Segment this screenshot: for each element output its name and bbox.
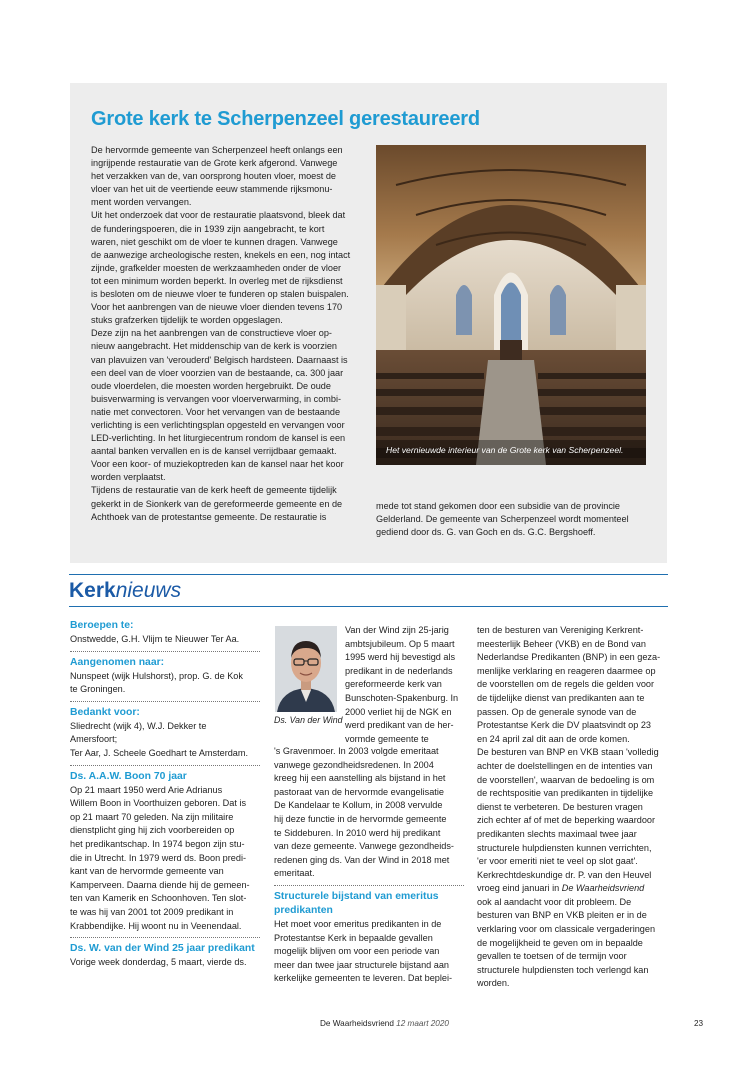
photo-caption: Het vernieuwde interieur van de Grote kerk van Scherpenzeel. [386,445,624,455]
church-interior-photo [376,145,646,465]
bedankt-heading: Bedankt voor: [70,706,140,718]
text-line: tot een minimum worden beperkt. In overleg met de rijksdienst [91,275,343,286]
article-body-left [91,144,365,524]
beroepen-heading: Beroepen te: [70,620,134,631]
text-line: nieuw aangebracht. Het middenschip van de kerk is voorzien [91,341,338,352]
text-line: Kamperveen. Daarna diende hij de gemeen- [70,879,250,890]
text-line: Achthoek van de protestantse gemeente. De restauratie is [91,511,327,522]
text-line: te Siddeburen. In 2010 werd hij predikant [274,827,441,838]
text-line: natie met convectoren. Voor het vervangen van de bestaande [91,406,341,417]
news-column-1 [70,619,266,970]
aangenomen-heading: Aangenomen naar: [70,656,165,668]
text-line: Het moet voor emeritus predikanten in de [274,918,442,929]
bijstand-heading: predikanten [274,904,333,916]
text-line: emeritaat. [274,868,315,879]
text-line: de rechtspositie van predikanten in tijdelijke [477,788,654,799]
text-line: Protestantse Kerk die DV plaatsvindt op 23 [477,720,651,731]
text-line: stuks grafzerken tijdelijk te worden opgeslagen. [91,315,283,326]
text-line: de aanwezige archeologische resten, knekels en een, nog intact [91,249,351,260]
text-line: gereformeerde kerk van [345,679,442,690]
text-line: zijnde, grafkelder moesten de werkzaamheden onder de vloer [91,262,342,273]
text-line: Uit het onderzoek dat voor de restauratie plaatsvond, bleek dat [91,210,346,221]
portrait-caption: Ds. Van der Wind [274,715,343,725]
footer-date: 12 maart 2020 [396,1019,449,1028]
text-line: gekerkt in de Sionkerk van de gereformeerde gemeente en de [91,498,343,509]
text-line: meesterlijk Beheer (VKB) en de Bond van [477,638,646,649]
dotted-divider [70,701,260,702]
text-line: Bunschoten-Spakenburg. In [345,692,459,703]
text-line: het predikantschap. In 1974 begon zijn stu- [70,838,245,849]
article-title: Grote kerk te Scherpenzeel gerestaureerd [91,108,480,130]
dotted-divider [274,885,464,886]
text-line: ambtsjubileum. Op 5 maart [345,638,455,649]
text-line: Gelderland. De gemeente van Scherpenzeel wordt momenteel [376,514,629,525]
page-number: 23 [694,1019,704,1028]
text-line: pastoraat van de hervormde evangelisatie [274,786,444,797]
text-line: Protestantse Kerk in bepaalde gevallen [274,932,433,943]
text-line: redenen ging ds. Van der Wind in 2018 met [274,854,450,865]
section-rule-top [69,574,668,575]
text-line: waren, niet geschikt om de vloer te kunnen dragen. Vanwege [91,236,338,247]
portrait-photo [275,626,337,712]
text-line: de tijdelijke dienst van predikanten aan te [477,692,645,703]
text-line: ten van Kamerik en Schoonhoven. Ten slot- [70,893,247,904]
text-line: Vorige week donderdag, 5 maart, vierde ds. [70,957,247,968]
text-line: de funderingspoeren, die in 1939 zijn aangebracht, te kort [91,223,325,234]
text-line: Amersfoort; [70,734,118,745]
text-line: de voorstellen', waarvan de bedoeling is om [477,774,655,785]
text-line: aantal banken vervallen en is de kansel verrijdbaar gemaakt. [91,446,337,457]
text-line: passen. Op de generale synode van de [477,706,637,717]
text-line: worden verplaatst. [91,472,166,483]
kerknieuws-title [69,579,181,603]
text-line: op 21 maart 70 geleden. Na zijn militaire [70,811,234,822]
footer-publication [320,1019,449,1028]
text-line: worden. [477,978,510,989]
text-line: vloer van het uit de veertiende eeuw stammende rijksmonu- [91,184,333,195]
text-line: te Groningen. [70,684,126,695]
text-line: kreeg hij een aanstelling als bijstand in het [274,773,446,784]
text-line: verlichting is een verlichtingsplan opgesteld en vervangen voor [91,419,345,430]
text-line: buisverwarming is vervangen voor vloerverwarming, in combi- [91,393,342,404]
text-line: kerkelijke gemeenten te leveren. Dat beplei- [274,973,453,984]
text-line: werd predikant van de her- [345,720,454,731]
text-fragment: vroeg eind januari in [477,883,560,894]
text-line: oude vloerdelen, die moesten worden hergebruikt. De oude [91,380,331,391]
text-line: Kerkrechtdeskundige dr. P. van den Heuvel [477,869,652,880]
text-line: kant van de hervormde gemeente van [70,866,224,877]
text-line: dienst te verbeteren. De besturen vragen [477,801,643,812]
text-line: dienstplicht ging hij zich voorbereiden op [70,825,235,836]
text-line: Tijdens de restauratie van de kerk heeft de gemeente tijdelijk [91,485,337,496]
text-line: het verzakken van de, van oorsprong houten vloer, moest de [91,171,337,182]
wind-heading: Ds. W. van der Wind 25 jaar predikant [70,943,255,955]
text-line: ingrijpende restauratie van de Grote kerk afgerond. Vanwege [91,158,338,169]
text-line: De besturen van BNP en VKB staan 'volledig [477,747,659,758]
text-line: De Kandelaar te Kollum, in 2008 vervulde [274,800,443,811]
text-line: Ter Aar, J. Scheele Goedhart te Amsterdam. [70,747,249,758]
text-line: predikanten slechts maximaal twee jaar [477,828,637,839]
section-rule-bottom [69,606,668,607]
text-line: menlijke verklaring en reageren daarmee op [477,665,656,676]
text-line: verklaring voor om classicale vergaderingen [477,924,656,935]
text-line: vormde gemeente te [345,733,429,744]
text-line: een deel van de vloer voorzien van de bestaande, ca. 300 jaar [91,367,344,378]
text-line: Willem Boon in Voorthuizen geboren. Dat is [70,798,247,809]
text-line: meer dan twee jaar structurele bijstand aan [274,959,449,970]
dotted-divider [70,937,260,938]
text-line: de voorstellen om de regels die gelden voor [477,679,655,690]
text-line: Sliedrecht (wijk 4), W.J. Dekker te [70,720,207,731]
kerknieuws-title-italic: nieuws [115,579,182,602]
text-line: Op 21 maart 1950 werd Arie Adrianus [70,784,223,795]
text-line: predikant in de nederlands [345,665,453,676]
text-line: ook al aandacht voor dit probleem. De [477,896,632,907]
text-line: de mogelijkheid te geven om in bepaalde [477,937,643,948]
text-line: is besloten om de nieuwe vloer te funderen op stalen buispalen. [91,289,349,300]
text-line: Van der Wind zijn 25-jarig [345,625,449,635]
text-line: De hervormde gemeente van Scherpenzeel heeft onlangs een [91,145,343,155]
text-line: hij deze functie in de hervormde gemeente [274,813,447,824]
text-line: zich echter af of met de beperking waardoor [477,815,656,826]
text-line: mede tot stand gekomen door een subsidie van de provincie [376,501,620,511]
dotted-divider [70,765,260,766]
news-column-3 [477,624,672,991]
text-line: 1995 werd hij bevestigd als [345,652,456,663]
footer-publication-name: De Waarheidsvriend [320,1019,394,1028]
text-line: ten de besturen van Vereniging Kerkrent- [477,625,644,635]
kerknieuws-title-bold: Kerk [69,579,116,602]
text-line: van deze gemeente. Vanwege gezondheids- [274,841,454,852]
news-column-2-top [345,624,465,746]
text-line: gevallen te toetsen of de termijn voor [477,951,627,962]
text-line: mogelijk blijven om voor een periode van [274,946,440,957]
dotted-divider [70,651,260,652]
text-line: LED-verlichting. In het liturgiecentrum rondom de kansel is een [91,433,346,444]
text-line: van plavuizen van 'verouderd' Belgisch hardsteen. Daarnaast is [91,354,348,365]
text-line: gediend door ds. G. van Goch en ds. G.C. Bergshoeff. [376,527,596,538]
text-line: Voor het aanbrengen van de nieuwe vloer dienden tevens 170 [91,302,343,313]
publication-name: De Waarheidsvriend [561,883,645,894]
text-line: Nunspeet (wijk Hulshorst), prop. G. de Kok [70,670,243,681]
text-line: Onstwedde, G.H. Vlijm te Nieuwer Ter Aa. [70,634,240,644]
text-line: 's Gravenmoer. In 2003 volgde emeritaat [274,746,439,756]
text-line: Voor een koor- of muziekoptreden kan de kansel naar het koor [91,459,344,470]
text-line: besturen van BNP en VKB pleiten er in de [477,910,647,921]
bijstand-heading: Structurele bijstand van emeritus [274,890,439,902]
text-line: vanwege gezondheidsredenen. In 2004 [274,759,434,770]
text-line [477,882,672,896]
text-line: structurele hulpdiensten kunnen verrichten, [477,842,652,853]
text-line: Krabbendijke. Hij woont nu in Veenendaal. [70,920,242,931]
news-column-2 [274,745,466,986]
text-line: structurele hulpdiensten toch verlengd kan [477,964,649,975]
text-line: te was hij van 2001 tot 2009 predikant in [70,906,234,917]
text-line: ment worden vervangen. [91,197,192,208]
text-line: 'er voor emeriti niet te veel op slot gaat'. [477,856,638,867]
boon-heading: Ds. A.A.W. Boon 70 jaar [70,770,187,782]
text-line: Deze zijn na het aanbrengen van de constructieve vloer op- [91,328,332,339]
text-line: Nederlandse Predikanten (BNP) in een geza- [477,652,661,663]
text-line: en 24 april zal dit aan de orde komen. [477,733,630,744]
text-line: die in Utrecht. In 1979 werd ds. Boon predi- [70,852,247,863]
text-line: 2000 verliet hij de NGK en [345,706,452,717]
article-body-right [376,500,650,539]
text-line: achter de doelstellingen en de intenties van [477,760,653,771]
